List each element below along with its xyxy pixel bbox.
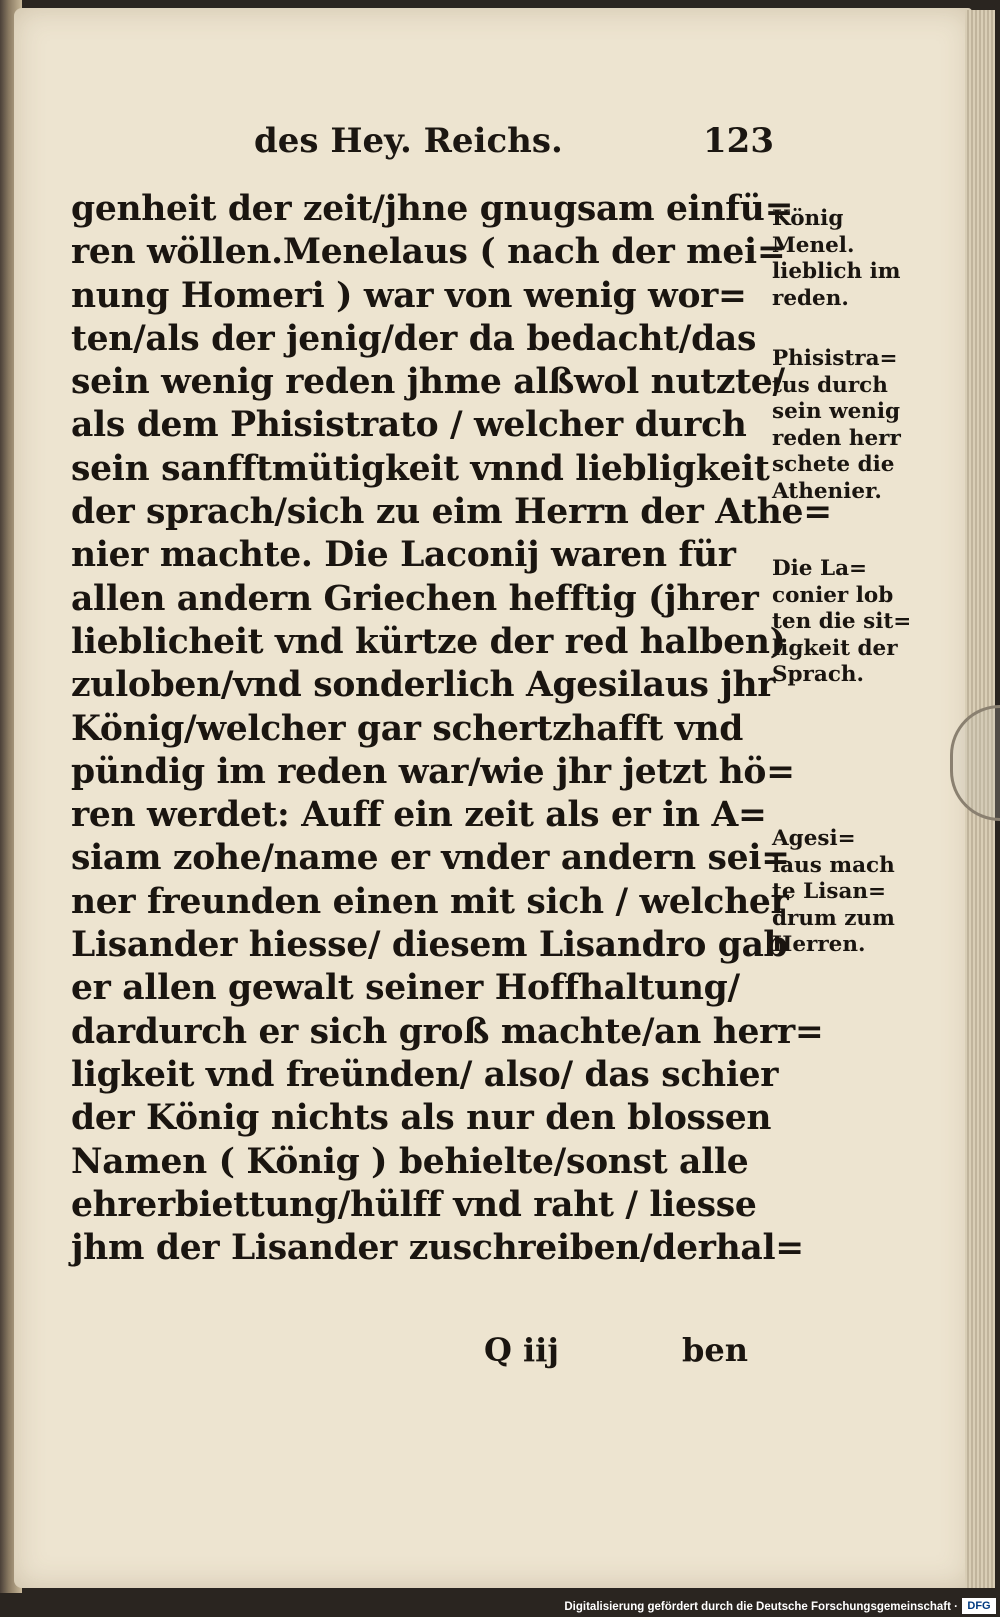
text-line: ligkeit vnd freünden/ also/ das schier <box>71 1054 779 1095</box>
text-line: dardurch er sich groß machte/an herr= <box>71 1011 824 1052</box>
text-line: ren wöllen.Menelaus ( nach der mei= <box>71 232 786 273</box>
text-line: sein sanfftmütigkeit vnnd liebligkeit <box>71 448 770 489</box>
text-line: der sprach/sich zu eim Herrn der Athe= <box>71 492 832 533</box>
margin-note-line: reden. <box>772 285 849 311</box>
text-line: Namen ( König ) behielte/sonst alle <box>71 1141 749 1182</box>
text-line: sein wenig reden jhme alßwol nutzte/ <box>71 362 785 403</box>
text-line: jhm der Lisander zuschreiben/derhal= <box>71 1228 804 1269</box>
margin-note-line: König <box>772 206 844 231</box>
margin-note-line: lieblich im <box>772 259 901 284</box>
page-header <box>254 121 774 171</box>
text-line: er allen gewalt seiner Hoffhaltung/ <box>71 968 740 1009</box>
text-line: pündig im reden war/wie jhr jetzt hö= <box>71 751 795 792</box>
signature-mark: Q iij <box>484 1331 559 1369</box>
text-line: genheit der zeit/jhne gnugsam einfü= <box>71 189 794 229</box>
margin-note-agesilaus <box>772 826 922 959</box>
credit-bar <box>0 1593 1000 1617</box>
text-line: nung Homeri ) war von wenig wor= <box>71 275 747 316</box>
margin-note-line: Agesi= <box>772 826 856 851</box>
margin-note-line: reden herr <box>772 425 901 451</box>
margin-note-line: Die La= <box>772 556 868 581</box>
text-line: Lisander hiesse/ diesem Lisandro gab <box>71 925 788 966</box>
margin-note-line: Herren. <box>772 932 866 957</box>
margin-note-line: Sprach. <box>772 662 865 687</box>
text-line: nier machte. Die Laconij waren für <box>71 535 736 576</box>
margin-note-line: ten die sit= <box>772 609 912 634</box>
page-number: 123 <box>703 121 774 161</box>
running-title: des Hey. Reichs. <box>254 121 563 161</box>
credit-text: Digitalisierung gefördert durch die Deutsche Forschungsgemeinschaft · <box>564 1601 958 1613</box>
text-line: zuloben/vnd sonderlich Agesilaus jhr <box>71 665 776 706</box>
text-line: ten/als der jenig/der da bedacht/das <box>71 318 757 359</box>
text-line: ner freunden einen mit sich / welcher <box>71 881 789 922</box>
margin-note-line: drum zum <box>772 905 895 931</box>
text-line: König/welcher gar schertzhafft vnd <box>71 708 744 749</box>
text-line: ren werdet: Auff ein zeit als er in A= <box>71 795 767 836</box>
margin-note-menelaus <box>772 206 922 312</box>
margin-note-line: sein wenig <box>772 399 901 424</box>
text-line: siam zohe/name er vnder andern sei= <box>71 838 790 879</box>
book-page <box>14 8 972 1588</box>
margin-note-line: tus durch <box>772 372 888 398</box>
margin-note-line: schete die <box>772 452 895 477</box>
text-line: als dem Phisistrato / welcher durch <box>71 405 747 446</box>
margin-note-line: Phisistra= <box>772 346 898 371</box>
text-line: ehrerbiettung/hülff vnd raht / liesse <box>71 1184 757 1225</box>
margin-note-line: Menel. <box>772 232 855 258</box>
margin-note-laconier <box>772 556 922 689</box>
margin-note-phisistratus <box>772 346 922 505</box>
dfg-logo: DFG <box>962 1598 996 1614</box>
margin-note-line: ligkeit der <box>772 635 898 661</box>
margin-note-line: conier lob <box>772 582 894 608</box>
text-line: der König nichts als nur den blossen <box>71 1098 772 1139</box>
text-line: lieblicheit vnd kürtze der red halben) <box>71 621 786 662</box>
margin-note-line: te Lisan= <box>772 879 887 904</box>
margin-note-line: laus mach <box>772 852 895 878</box>
margin-note-line: Athenier. <box>772 478 882 504</box>
catchword: ben <box>682 1331 748 1369</box>
text-line: allen andern Griechen hefftig (jhrer <box>71 578 759 619</box>
